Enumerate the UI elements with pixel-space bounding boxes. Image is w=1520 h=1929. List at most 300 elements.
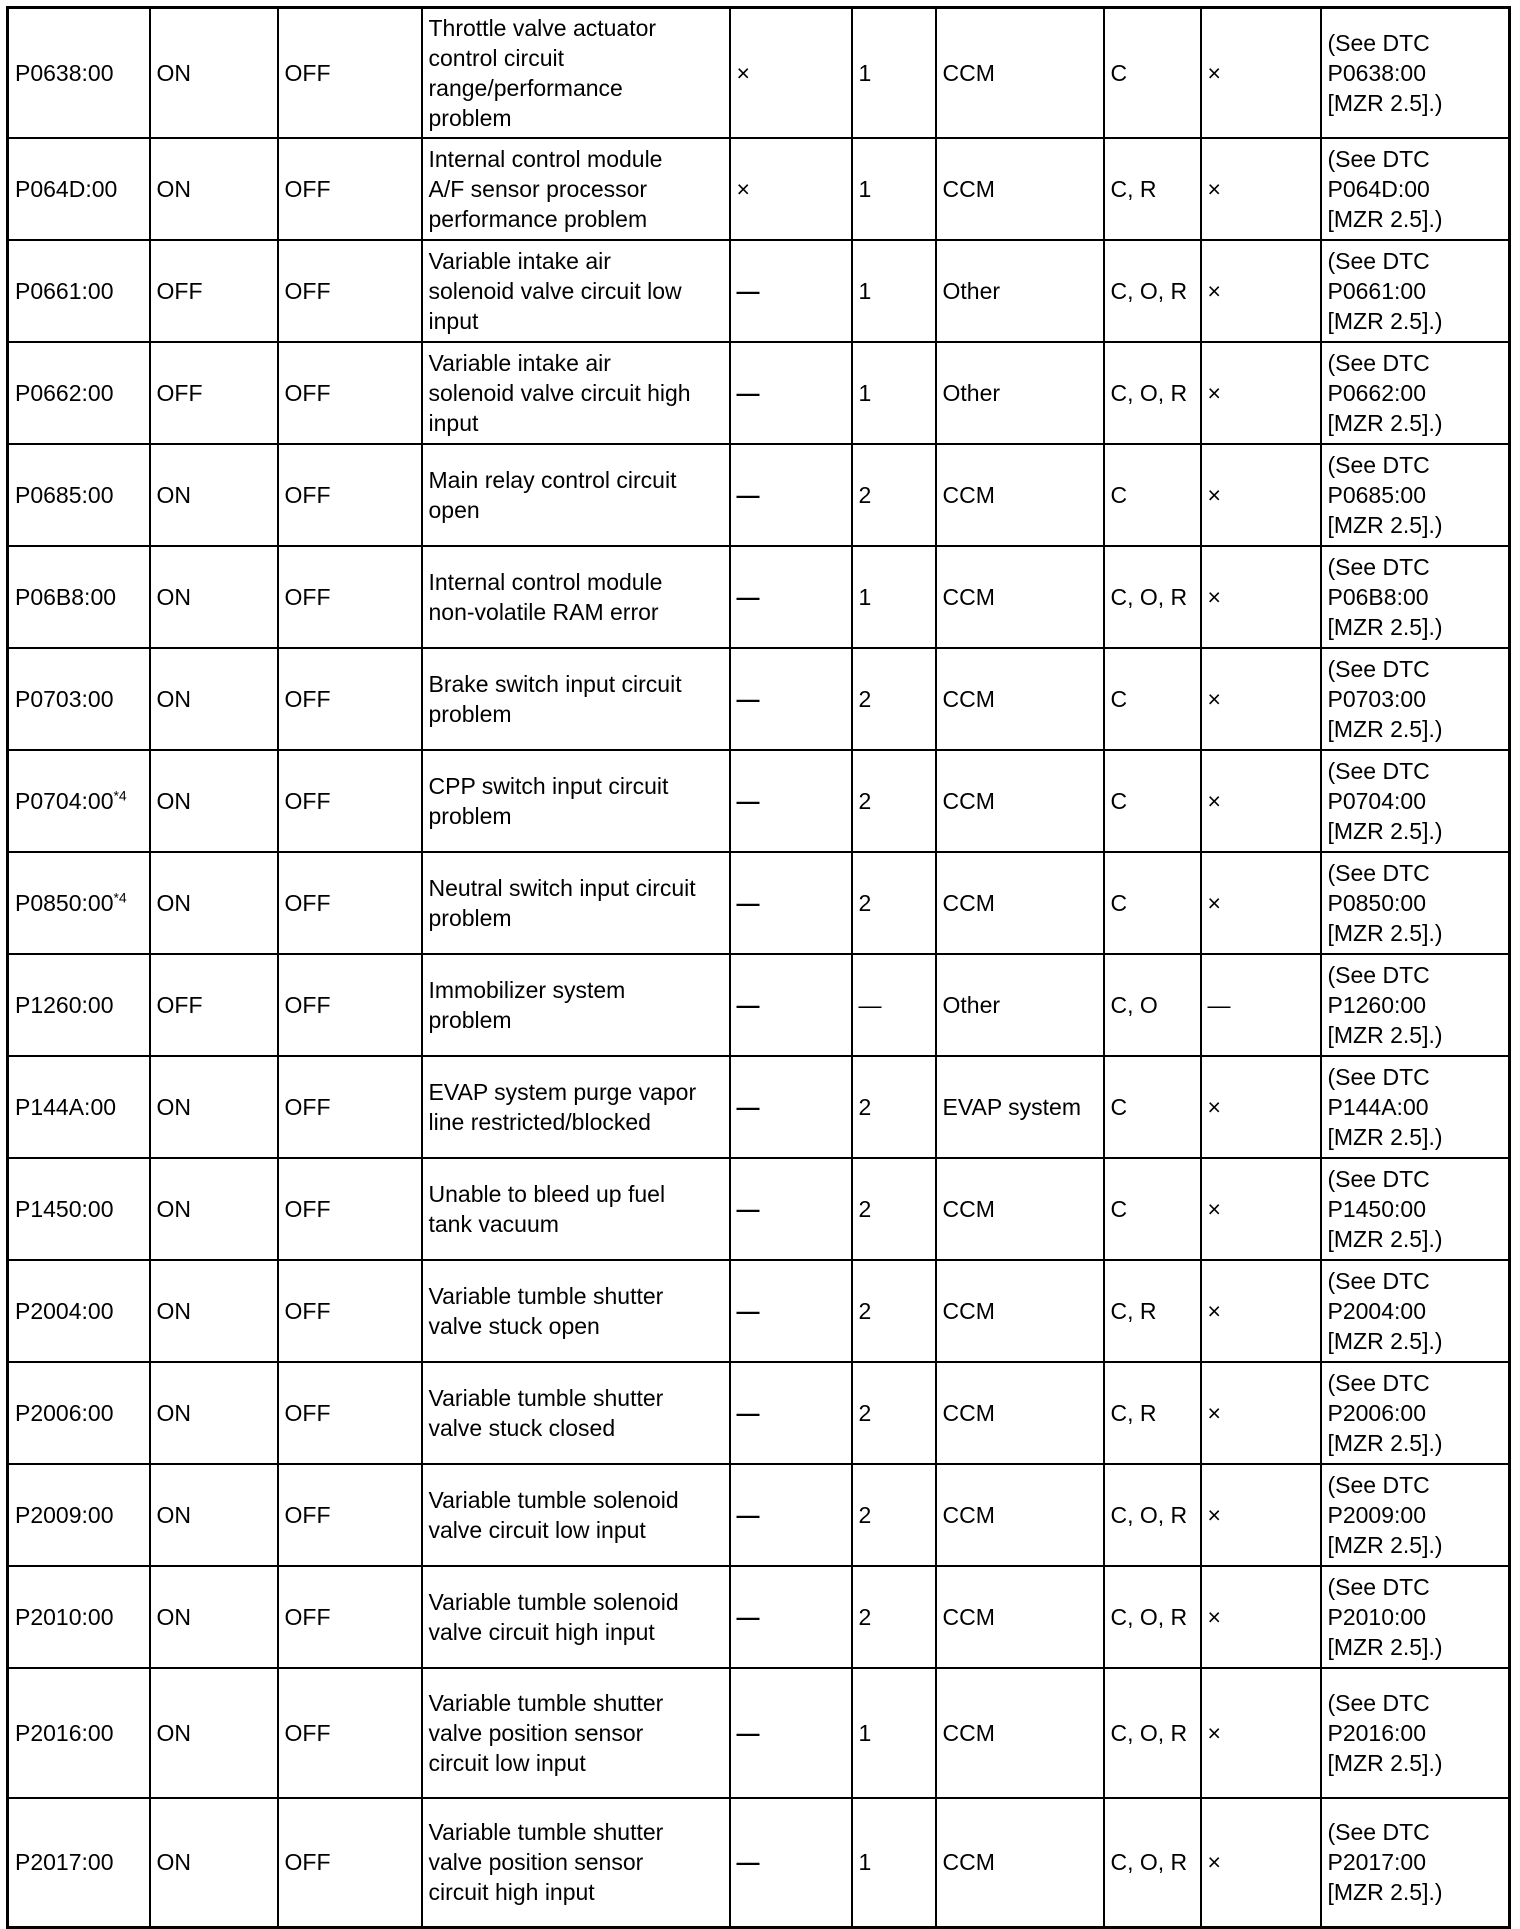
dtc-type-cell — [1104, 138, 1201, 240]
description-line: input — [428, 409, 479, 436]
monitor-item-value: CCM — [942, 889, 995, 916]
fail-safe-value: — — [736, 481, 760, 508]
mil-status: ON — [156, 1603, 191, 1630]
dtc-table — [6, 6, 1511, 1929]
dtc-type-cell — [1104, 1464, 1201, 1566]
drive-cycle-value: 2 — [858, 787, 872, 814]
mil-status: ON — [156, 583, 191, 610]
reference-line: P0662:00 — [1327, 379, 1426, 406]
description-cell — [422, 444, 730, 546]
mil-status: ON — [156, 59, 191, 86]
dtc-code-cell — [8, 1566, 150, 1668]
memory-value: × — [1207, 1093, 1221, 1120]
dtc-table-body — [8, 8, 1510, 1928]
mil-status: ON — [156, 1719, 191, 1746]
mil-cell — [150, 1566, 278, 1668]
dtc-type-cell — [1104, 1260, 1201, 1362]
description-line: Variable tumble shutter — [428, 1819, 664, 1846]
mil-cell — [150, 750, 278, 852]
dtc-code-cell — [8, 1158, 150, 1260]
monitor-item-cell — [936, 138, 1104, 240]
mil-cell — [150, 1158, 278, 1260]
reference-cell — [1321, 750, 1510, 852]
reference-line: [MZR 2.5].) — [1327, 1633, 1443, 1660]
dtc-code: P2006:00 — [15, 1399, 114, 1426]
reference-cell — [1321, 1158, 1510, 1260]
reference-line: [MZR 2.5].) — [1327, 1749, 1443, 1776]
fail-safe-value: — — [736, 379, 760, 406]
drive-cycle-cell — [852, 1260, 936, 1362]
drive-cycle-value: 1 — [858, 583, 872, 610]
memory-cell — [1201, 1056, 1321, 1158]
dc-status: OFF — [284, 1719, 331, 1746]
dtc-code-cell — [8, 1464, 150, 1566]
description-line: non-volatile RAM error — [428, 598, 659, 625]
dc-status: OFF — [284, 481, 331, 508]
dtc-type-value: C, O, R — [1110, 277, 1188, 304]
description-line: Variable tumble shutter — [428, 1282, 664, 1309]
drive-cycle-cell — [852, 342, 936, 444]
description-line: problem — [428, 1006, 512, 1033]
description-line: Neutral switch input circuit — [428, 874, 696, 901]
description-line: Variable intake air — [428, 349, 611, 376]
description-line: Brake switch input circuit — [428, 670, 682, 697]
description-line: range/performance — [428, 74, 623, 101]
reference-line: (See DTC — [1327, 1369, 1430, 1396]
description-cell — [422, 1464, 730, 1566]
description-cell — [422, 342, 730, 444]
drive-cycle-cell — [852, 1362, 936, 1464]
dtc-code: P1260:00 — [15, 991, 114, 1018]
memory-cell — [1201, 1798, 1321, 1928]
fail-safe-cell — [730, 1158, 852, 1260]
dc-cell — [278, 342, 422, 444]
description-cell — [422, 1798, 730, 1928]
reference-line: P1260:00 — [1327, 991, 1426, 1018]
memory-cell — [1201, 342, 1321, 444]
dtc-type-value: C, O, R — [1110, 379, 1188, 406]
monitor-item-value: EVAP system — [942, 1093, 1081, 1120]
reference-line: (See DTC — [1327, 1267, 1430, 1294]
reference-line: (See DTC — [1327, 1165, 1430, 1192]
memory-cell — [1201, 1158, 1321, 1260]
mil-cell — [150, 852, 278, 954]
drive-cycle-cell — [852, 1668, 936, 1798]
drive-cycle-cell — [852, 648, 936, 750]
reference-line: (See DTC — [1327, 349, 1430, 376]
dc-status: OFF — [284, 277, 331, 304]
mil-cell — [150, 444, 278, 546]
memory-value: × — [1207, 481, 1221, 508]
mil-status: ON — [156, 175, 191, 202]
footnote-marker: *4 — [113, 888, 127, 905]
table-row — [8, 240, 1510, 342]
mil-status: OFF — [156, 379, 203, 406]
memory-cell — [1201, 1260, 1321, 1362]
mil-cell — [150, 138, 278, 240]
table-row — [8, 1668, 1510, 1798]
table-row — [8, 1056, 1510, 1158]
reference-line: [MZR 2.5].) — [1327, 409, 1443, 436]
reference-line: P2010:00 — [1327, 1603, 1426, 1630]
fail-safe-value: — — [736, 1093, 760, 1120]
table-row — [8, 444, 1510, 546]
reference-line: P0850:00 — [1327, 889, 1426, 916]
drive-cycle-value: 1 — [858, 175, 872, 202]
memory-cell — [1201, 648, 1321, 750]
drive-cycle-value: 1 — [858, 59, 872, 86]
dc-cell — [278, 1566, 422, 1668]
reference-line: (See DTC — [1327, 553, 1430, 580]
description-cell — [422, 240, 730, 342]
reference-line: P2004:00 — [1327, 1297, 1426, 1324]
dtc-type-cell — [1104, 1158, 1201, 1260]
dc-cell — [278, 444, 422, 546]
fail-safe-value: — — [736, 277, 760, 304]
reference-line: P0685:00 — [1327, 481, 1426, 508]
fail-safe-cell — [730, 1566, 852, 1668]
reference-line: (See DTC — [1327, 1471, 1430, 1498]
drive-cycle-value: 1 — [858, 1849, 872, 1876]
dtc-type-value: C, O, R — [1110, 1501, 1188, 1528]
drive-cycle-cell — [852, 138, 936, 240]
reference-line: [MZR 2.5].) — [1327, 1327, 1443, 1354]
reference-line: [MZR 2.5].) — [1327, 1531, 1443, 1558]
reference-line: (See DTC — [1327, 1573, 1430, 1600]
drive-cycle-value: 2 — [858, 889, 872, 916]
memory-cell — [1201, 1362, 1321, 1464]
memory-cell — [1201, 1668, 1321, 1798]
drive-cycle-value: 1 — [858, 379, 872, 406]
memory-value: × — [1207, 1501, 1221, 1528]
dtc-type-value: C — [1110, 59, 1128, 86]
fail-safe-value: — — [736, 889, 760, 916]
reference-line: (See DTC — [1327, 451, 1430, 478]
reference-line: (See DTC — [1327, 1063, 1430, 1090]
reference-cell — [1321, 1362, 1510, 1464]
description-line: valve stuck open — [428, 1312, 600, 1339]
dtc-code: P064D:00 — [15, 175, 118, 202]
monitor-item-cell — [936, 1464, 1104, 1566]
description-line: Internal control module — [428, 568, 663, 595]
dc-status: OFF — [284, 1849, 331, 1876]
dtc-type-value: C, O, R — [1110, 1849, 1188, 1876]
monitor-item-cell — [936, 444, 1104, 546]
drive-cycle-cell — [852, 546, 936, 648]
table-row — [8, 648, 1510, 750]
dtc-type-cell — [1104, 240, 1201, 342]
description-line: input — [428, 307, 479, 334]
table-row — [8, 546, 1510, 648]
fail-safe-value: — — [736, 1501, 760, 1528]
reference-cell — [1321, 546, 1510, 648]
fail-safe-cell — [730, 1798, 852, 1928]
description-line: valve stuck closed — [428, 1414, 616, 1441]
reference-line: P064D:00 — [1327, 175, 1430, 202]
dtc-type-cell — [1104, 1668, 1201, 1798]
memory-value: × — [1207, 1849, 1221, 1876]
table-row — [8, 750, 1510, 852]
drive-cycle-cell — [852, 240, 936, 342]
drive-cycle-cell — [852, 852, 936, 954]
dtc-code: P0661:00 — [15, 277, 114, 304]
dc-status: OFF — [284, 175, 331, 202]
dtc-type-cell — [1104, 1566, 1201, 1668]
memory-cell — [1201, 444, 1321, 546]
mil-cell — [150, 648, 278, 750]
monitor-item-value: CCM — [942, 787, 995, 814]
reference-cell — [1321, 1798, 1510, 1928]
dtc-type-cell — [1104, 342, 1201, 444]
dtc-type-cell — [1104, 546, 1201, 648]
drive-cycle-cell — [852, 954, 936, 1056]
fail-safe-cell — [730, 648, 852, 750]
dc-status: OFF — [284, 379, 331, 406]
description-cell — [422, 1668, 730, 1798]
memory-value: × — [1207, 379, 1221, 406]
dc-status: OFF — [284, 1093, 331, 1120]
fail-safe-cell — [730, 852, 852, 954]
monitor-item-cell — [936, 1798, 1104, 1928]
dtc-type-value: C — [1110, 1093, 1128, 1120]
reference-line: [MZR 2.5].) — [1327, 715, 1443, 742]
monitor-item-value: CCM — [942, 1399, 995, 1426]
reference-cell — [1321, 8, 1510, 138]
table-row — [8, 1362, 1510, 1464]
dtc-code: P2016:00 — [15, 1719, 114, 1746]
dtc-type-value: C, R — [1110, 1399, 1157, 1426]
description-line: Variable tumble solenoid — [428, 1486, 679, 1513]
drive-cycle-cell — [852, 8, 936, 138]
fail-safe-cell — [730, 240, 852, 342]
description-line: circuit low input — [428, 1749, 586, 1776]
mil-status: ON — [156, 889, 191, 916]
fail-safe-value: × — [736, 175, 750, 202]
reference-line: (See DTC — [1327, 655, 1430, 682]
description-line: Variable tumble shutter — [428, 1384, 664, 1411]
fail-safe-value: — — [736, 1719, 760, 1746]
table-row — [8, 342, 1510, 444]
memory-value: × — [1207, 889, 1221, 916]
memory-value: × — [1207, 685, 1221, 712]
reference-line: P2016:00 — [1327, 1719, 1426, 1746]
drive-cycle-value: 2 — [858, 1297, 872, 1324]
memory-value: — — [1207, 991, 1231, 1018]
monitor-item-cell — [936, 240, 1104, 342]
reference-line: P1450:00 — [1327, 1195, 1426, 1222]
dtc-type-value: C — [1110, 481, 1128, 508]
drive-cycle-value: 2 — [858, 481, 872, 508]
dtc-code: P0685:00 — [15, 481, 114, 508]
reference-line: (See DTC — [1327, 29, 1430, 56]
dc-cell — [278, 1464, 422, 1566]
dc-status: OFF — [284, 685, 331, 712]
reference-line: P2006:00 — [1327, 1399, 1426, 1426]
dtc-type-value: C, O, R — [1110, 1719, 1188, 1746]
dtc-type-cell — [1104, 444, 1201, 546]
reference-line: P2009:00 — [1327, 1501, 1426, 1528]
memory-cell — [1201, 138, 1321, 240]
memory-value: × — [1207, 1719, 1221, 1746]
description-cell — [422, 8, 730, 138]
table-row — [8, 954, 1510, 1056]
mil-status: ON — [156, 1399, 191, 1426]
table-row — [8, 1260, 1510, 1362]
reference-cell — [1321, 1668, 1510, 1798]
reference-line: [MZR 2.5].) — [1327, 613, 1443, 640]
dc-status: OFF — [284, 889, 331, 916]
dc-cell — [278, 750, 422, 852]
description-line: Internal control module — [428, 145, 663, 172]
drive-cycle-cell — [852, 1158, 936, 1260]
reference-line: [MZR 2.5].) — [1327, 1429, 1443, 1456]
drive-cycle-cell — [852, 750, 936, 852]
drive-cycle-value: 2 — [858, 1501, 872, 1528]
memory-value: × — [1207, 59, 1221, 86]
memory-value: × — [1207, 1603, 1221, 1630]
dtc-code-cell — [8, 954, 150, 1056]
description-line: circuit high input — [428, 1879, 595, 1906]
fail-safe-cell — [730, 1668, 852, 1798]
dc-status: OFF — [284, 1399, 331, 1426]
dc-cell — [278, 852, 422, 954]
memory-value: × — [1207, 1195, 1221, 1222]
reference-line: (See DTC — [1327, 145, 1430, 172]
mil-status: OFF — [156, 991, 203, 1018]
reference-cell — [1321, 1464, 1510, 1566]
description-line: line restricted/blocked — [428, 1108, 651, 1135]
monitor-item-value: Other — [942, 277, 1001, 304]
description-line: valve circuit high input — [428, 1618, 655, 1645]
dtc-code: P0704:00 — [15, 787, 114, 814]
mil-status: ON — [156, 481, 191, 508]
drive-cycle-value: 2 — [858, 1603, 872, 1630]
dtc-code: P2010:00 — [15, 1603, 114, 1630]
description-line: tank vacuum — [428, 1210, 559, 1237]
dtc-code-cell — [8, 1668, 150, 1798]
footnote-marker: *4 — [113, 786, 127, 803]
mil-status: OFF — [156, 277, 203, 304]
description-line: valve position sensor — [428, 1719, 644, 1746]
dc-status: OFF — [284, 59, 331, 86]
dc-status: OFF — [284, 787, 331, 814]
dc-cell — [278, 1158, 422, 1260]
mil-cell — [150, 1668, 278, 1798]
monitor-item-value: CCM — [942, 59, 995, 86]
dtc-table-page — [6, 6, 1508, 1906]
dtc-code-cell — [8, 852, 150, 954]
monitor-item-value: CCM — [942, 1297, 995, 1324]
description-cell — [422, 546, 730, 648]
drive-cycle-value: — — [858, 991, 882, 1018]
dtc-type-cell — [1104, 852, 1201, 954]
dtc-code-cell — [8, 750, 150, 852]
dtc-type-cell — [1104, 1056, 1201, 1158]
dtc-type-value: C — [1110, 787, 1128, 814]
dc-cell — [278, 138, 422, 240]
table-row — [8, 1158, 1510, 1260]
fail-safe-value: — — [736, 991, 760, 1018]
monitor-item-value: CCM — [942, 685, 995, 712]
mil-cell — [150, 240, 278, 342]
dtc-type-cell — [1104, 648, 1201, 750]
fail-safe-value: — — [736, 787, 760, 814]
drive-cycle-cell — [852, 1798, 936, 1928]
reference-line: [MZR 2.5].) — [1327, 205, 1443, 232]
reference-line: (See DTC — [1327, 961, 1430, 988]
dtc-code: P2017:00 — [15, 1849, 114, 1876]
reference-line: [MZR 2.5].) — [1327, 1225, 1443, 1252]
monitor-item-value: Other — [942, 379, 1001, 406]
dtc-code-cell — [8, 1798, 150, 1928]
reference-cell — [1321, 138, 1510, 240]
reference-line: P0703:00 — [1327, 685, 1426, 712]
dtc-code-cell — [8, 546, 150, 648]
reference-cell — [1321, 1260, 1510, 1362]
fail-safe-cell — [730, 1464, 852, 1566]
drive-cycle-cell — [852, 1566, 936, 1668]
mil-status: ON — [156, 685, 191, 712]
monitor-item-value: CCM — [942, 1501, 995, 1528]
reference-line: P0638:00 — [1327, 59, 1426, 86]
reference-line: P06B8:00 — [1327, 583, 1429, 610]
memory-cell — [1201, 852, 1321, 954]
dtc-code-cell — [8, 342, 150, 444]
dc-cell — [278, 1056, 422, 1158]
reference-line: [MZR 2.5].) — [1327, 1123, 1443, 1150]
reference-line: [MZR 2.5].) — [1327, 511, 1443, 538]
description-cell — [422, 138, 730, 240]
dc-cell — [278, 1362, 422, 1464]
memory-value: × — [1207, 583, 1221, 610]
description-cell — [422, 1362, 730, 1464]
monitor-item-cell — [936, 1158, 1104, 1260]
description-line: problem — [428, 104, 512, 131]
dtc-type-cell — [1104, 1798, 1201, 1928]
monitor-item-cell — [936, 1056, 1104, 1158]
reference-cell — [1321, 342, 1510, 444]
description-cell — [422, 1260, 730, 1362]
mil-status: ON — [156, 787, 191, 814]
reference-cell — [1321, 1056, 1510, 1158]
dtc-code-cell — [8, 1362, 150, 1464]
dtc-code-cell — [8, 8, 150, 138]
memory-cell — [1201, 1464, 1321, 1566]
reference-line: [MZR 2.5].) — [1327, 919, 1443, 946]
monitor-item-value: CCM — [942, 1849, 995, 1876]
description-line: solenoid valve circuit low — [428, 277, 682, 304]
dtc-code-cell — [8, 648, 150, 750]
monitor-item-value: CCM — [942, 1195, 995, 1222]
table-row — [8, 8, 1510, 138]
dc-cell — [278, 1260, 422, 1362]
drive-cycle-value: 2 — [858, 685, 872, 712]
monitor-item-cell — [936, 1668, 1104, 1798]
fail-safe-cell — [730, 138, 852, 240]
description-line: valve circuit low input — [428, 1516, 646, 1543]
dtc-code: P2009:00 — [15, 1501, 114, 1528]
dtc-type-value: C, O — [1110, 991, 1158, 1018]
monitor-item-cell — [936, 750, 1104, 852]
description-line: Variable intake air — [428, 247, 611, 274]
table-row — [8, 852, 1510, 954]
dtc-code: P144A:00 — [15, 1093, 117, 1120]
dtc-type-value: C, O, R — [1110, 583, 1188, 610]
dc-status: OFF — [284, 1603, 331, 1630]
dc-cell — [278, 546, 422, 648]
dc-status: OFF — [284, 1501, 331, 1528]
reference-cell — [1321, 648, 1510, 750]
